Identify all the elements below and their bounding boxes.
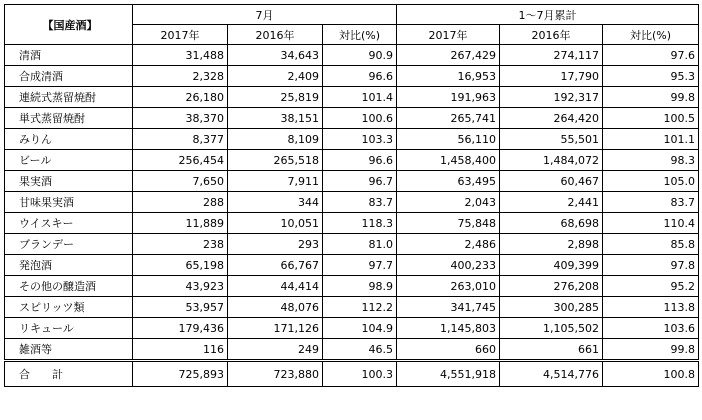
month-2017-cell: 11,889 xyxy=(133,213,228,234)
month-2017-cell: 179,436 xyxy=(133,318,228,339)
cumulative-ratio-cell: 110.4 xyxy=(603,213,699,234)
cumulative-2016-cell: 264,420 xyxy=(500,108,603,129)
sales-table-container xyxy=(4,4,698,387)
month-2017-cell: 65,198 xyxy=(133,255,228,276)
cumulative-2016-cell: 2,441 xyxy=(500,192,603,213)
cumulative-ratio-cell: 105.0 xyxy=(603,171,699,192)
header-row-groups xyxy=(5,5,699,25)
month-2016-cell: 249 xyxy=(228,339,323,361)
cumulative-ratio-cell: 99.8 xyxy=(603,87,699,108)
cumulative-2016-cell: 276,208 xyxy=(500,276,603,297)
category-name: リキュール xyxy=(5,318,133,339)
table-row xyxy=(5,276,699,297)
month-2017-header: 2017年 xyxy=(133,25,228,45)
table-row xyxy=(5,318,699,339)
month-ratio-cell: 81.0 xyxy=(323,234,397,255)
cumulative-2017-cell: 400,233 xyxy=(397,255,500,276)
cumulative-2016-cell: 2,898 xyxy=(500,234,603,255)
cumulative-2016-cell: 274,117 xyxy=(500,45,603,66)
category-name: 連続式蒸留焼酎 xyxy=(5,87,133,108)
category-header: 【国産酒】 xyxy=(5,5,133,45)
month-2016-cell: 2,409 xyxy=(228,66,323,87)
cumulative-2016-cell: 409,399 xyxy=(500,255,603,276)
month-2016-cell: 25,819 xyxy=(228,87,323,108)
cumulative-2017-cell: 1,458,400 xyxy=(397,150,500,171)
cumulative-2017-cell: 4,551,918 xyxy=(397,361,500,387)
table-row xyxy=(5,339,699,361)
month-2017-cell: 7,650 xyxy=(133,171,228,192)
month-ratio-cell: 101.4 xyxy=(323,87,397,108)
month-2016-cell: 293 xyxy=(228,234,323,255)
table-row xyxy=(5,213,699,234)
category-name: その他の醸造酒 xyxy=(5,276,133,297)
cumulative-2017-cell: 2,486 xyxy=(397,234,500,255)
month-ratio-cell: 97.7 xyxy=(323,255,397,276)
table-row xyxy=(5,108,699,129)
cumulative-2017-cell: 191,963 xyxy=(397,87,500,108)
category-name: 果実酒 xyxy=(5,171,133,192)
month-ratio-cell: 103.3 xyxy=(323,129,397,150)
month-2017-cell: 116 xyxy=(133,339,228,361)
month-2016-cell: 48,076 xyxy=(228,297,323,318)
month-group-header: 7月 xyxy=(133,5,397,25)
cumulative-ratio-cell: 100.8 xyxy=(603,361,699,387)
month-2016-cell: 8,109 xyxy=(228,129,323,150)
table-row xyxy=(5,297,699,318)
cumulative-2016-cell: 17,790 xyxy=(500,66,603,87)
cumulative-2016-cell: 192,317 xyxy=(500,87,603,108)
cumulative-2017-cell: 63,495 xyxy=(397,171,500,192)
cumulative-2016-header: 2016年 xyxy=(500,25,603,45)
month-ratio-cell: 96.6 xyxy=(323,150,397,171)
cumulative-ratio-cell: 99.8 xyxy=(603,339,699,361)
month-2017-cell: 31,488 xyxy=(133,45,228,66)
month-2016-header: 2016年 xyxy=(228,25,323,45)
month-ratio-cell: 112.2 xyxy=(323,297,397,318)
category-name: 清酒 xyxy=(5,45,133,66)
cumulative-2017-cell: 267,429 xyxy=(397,45,500,66)
cumulative-2016-cell: 4,514,776 xyxy=(500,361,603,387)
table-row xyxy=(5,129,699,150)
table-row xyxy=(5,171,699,192)
month-2017-cell: 53,957 xyxy=(133,297,228,318)
table-row xyxy=(5,150,699,171)
category-name: 単式蒸留焼酎 xyxy=(5,108,133,129)
cumulative-group-header: 1～7月累計 xyxy=(397,5,699,25)
month-2017-cell: 725,893 xyxy=(133,361,228,387)
month-ratio-cell: 96.7 xyxy=(323,171,397,192)
cumulative-2016-cell: 1,484,072 xyxy=(500,150,603,171)
table-row xyxy=(5,192,699,213)
cumulative-ratio-cell: 83.7 xyxy=(603,192,699,213)
cumulative-2016-cell: 1,105,502 xyxy=(500,318,603,339)
month-2017-cell: 38,370 xyxy=(133,108,228,129)
month-2016-cell: 66,767 xyxy=(228,255,323,276)
category-name: ブランデー xyxy=(5,234,133,255)
month-ratio-cell: 83.7 xyxy=(323,192,397,213)
month-2017-cell: 238 xyxy=(133,234,228,255)
cumulative-2016-cell: 300,285 xyxy=(500,297,603,318)
table-row xyxy=(5,87,699,108)
month-2016-cell: 344 xyxy=(228,192,323,213)
cumulative-ratio-cell: 95.3 xyxy=(603,66,699,87)
cumulative-ratio-cell: 85.8 xyxy=(603,234,699,255)
month-2016-cell: 34,643 xyxy=(228,45,323,66)
month-ratio-cell: 96.6 xyxy=(323,66,397,87)
month-ratio-cell: 100.3 xyxy=(323,361,397,387)
table-row xyxy=(5,66,699,87)
cumulative-2016-cell: 60,467 xyxy=(500,171,603,192)
cumulative-2017-cell: 265,741 xyxy=(397,108,500,129)
month-2017-cell: 288 xyxy=(133,192,228,213)
category-name: スピリッツ類 xyxy=(5,297,133,318)
cumulative-2016-cell: 55,501 xyxy=(500,129,603,150)
category-name: みりん xyxy=(5,129,133,150)
month-2017-cell: 26,180 xyxy=(133,87,228,108)
cumulative-ratio-cell: 95.2 xyxy=(603,276,699,297)
cumulative-ratio-cell: 97.8 xyxy=(603,255,699,276)
month-ratio-cell: 90.9 xyxy=(323,45,397,66)
cumulative-ratio-cell: 98.3 xyxy=(603,150,699,171)
category-name: ビール xyxy=(5,150,133,171)
cumulative-2017-header: 2017年 xyxy=(397,25,500,45)
cumulative-2016-cell: 68,698 xyxy=(500,213,603,234)
cumulative-2016-cell: 661 xyxy=(500,339,603,361)
category-name: 発泡酒 xyxy=(5,255,133,276)
cumulative-2017-cell: 16,953 xyxy=(397,66,500,87)
cumulative-2017-cell: 2,043 xyxy=(397,192,500,213)
month-ratio-header: 対比(%) xyxy=(323,25,397,45)
category-name: 雑酒等 xyxy=(5,339,133,361)
month-2016-cell: 38,151 xyxy=(228,108,323,129)
month-2017-cell: 256,454 xyxy=(133,150,228,171)
table-row xyxy=(5,45,699,66)
total-label: 合 計 xyxy=(5,361,133,387)
month-ratio-cell: 98.9 xyxy=(323,276,397,297)
category-name: ウイスキー xyxy=(5,213,133,234)
month-ratio-cell: 104.9 xyxy=(323,318,397,339)
month-2016-cell: 44,414 xyxy=(228,276,323,297)
month-2017-cell: 8,377 xyxy=(133,129,228,150)
cumulative-2017-cell: 56,110 xyxy=(397,129,500,150)
table-row xyxy=(5,234,699,255)
cumulative-ratio-cell: 101.1 xyxy=(603,129,699,150)
month-2016-cell: 7,911 xyxy=(228,171,323,192)
month-2016-cell: 723,880 xyxy=(228,361,323,387)
cumulative-2017-cell: 1,145,803 xyxy=(397,318,500,339)
cumulative-2017-cell: 660 xyxy=(397,339,500,361)
month-2017-cell: 43,923 xyxy=(133,276,228,297)
cumulative-ratio-cell: 97.6 xyxy=(603,45,699,66)
month-2016-cell: 171,126 xyxy=(228,318,323,339)
month-2016-cell: 265,518 xyxy=(228,150,323,171)
category-name: 合成清酒 xyxy=(5,66,133,87)
total-row xyxy=(5,361,699,387)
month-ratio-cell: 100.6 xyxy=(323,108,397,129)
cumulative-ratio-cell: 113.8 xyxy=(603,297,699,318)
domestic-alcohol-sales-table xyxy=(4,4,699,387)
month-2016-cell: 10,051 xyxy=(228,213,323,234)
cumulative-2017-cell: 263,010 xyxy=(397,276,500,297)
cumulative-2017-cell: 341,745 xyxy=(397,297,500,318)
month-ratio-cell: 118.3 xyxy=(323,213,397,234)
cumulative-ratio-header: 対比(%) xyxy=(603,25,699,45)
cumulative-ratio-cell: 103.6 xyxy=(603,318,699,339)
month-2017-cell: 2,328 xyxy=(133,66,228,87)
cumulative-ratio-cell: 100.5 xyxy=(603,108,699,129)
table-row xyxy=(5,255,699,276)
category-name: 甘味果実酒 xyxy=(5,192,133,213)
cumulative-2017-cell: 75,848 xyxy=(397,213,500,234)
month-ratio-cell: 46.5 xyxy=(323,339,397,361)
